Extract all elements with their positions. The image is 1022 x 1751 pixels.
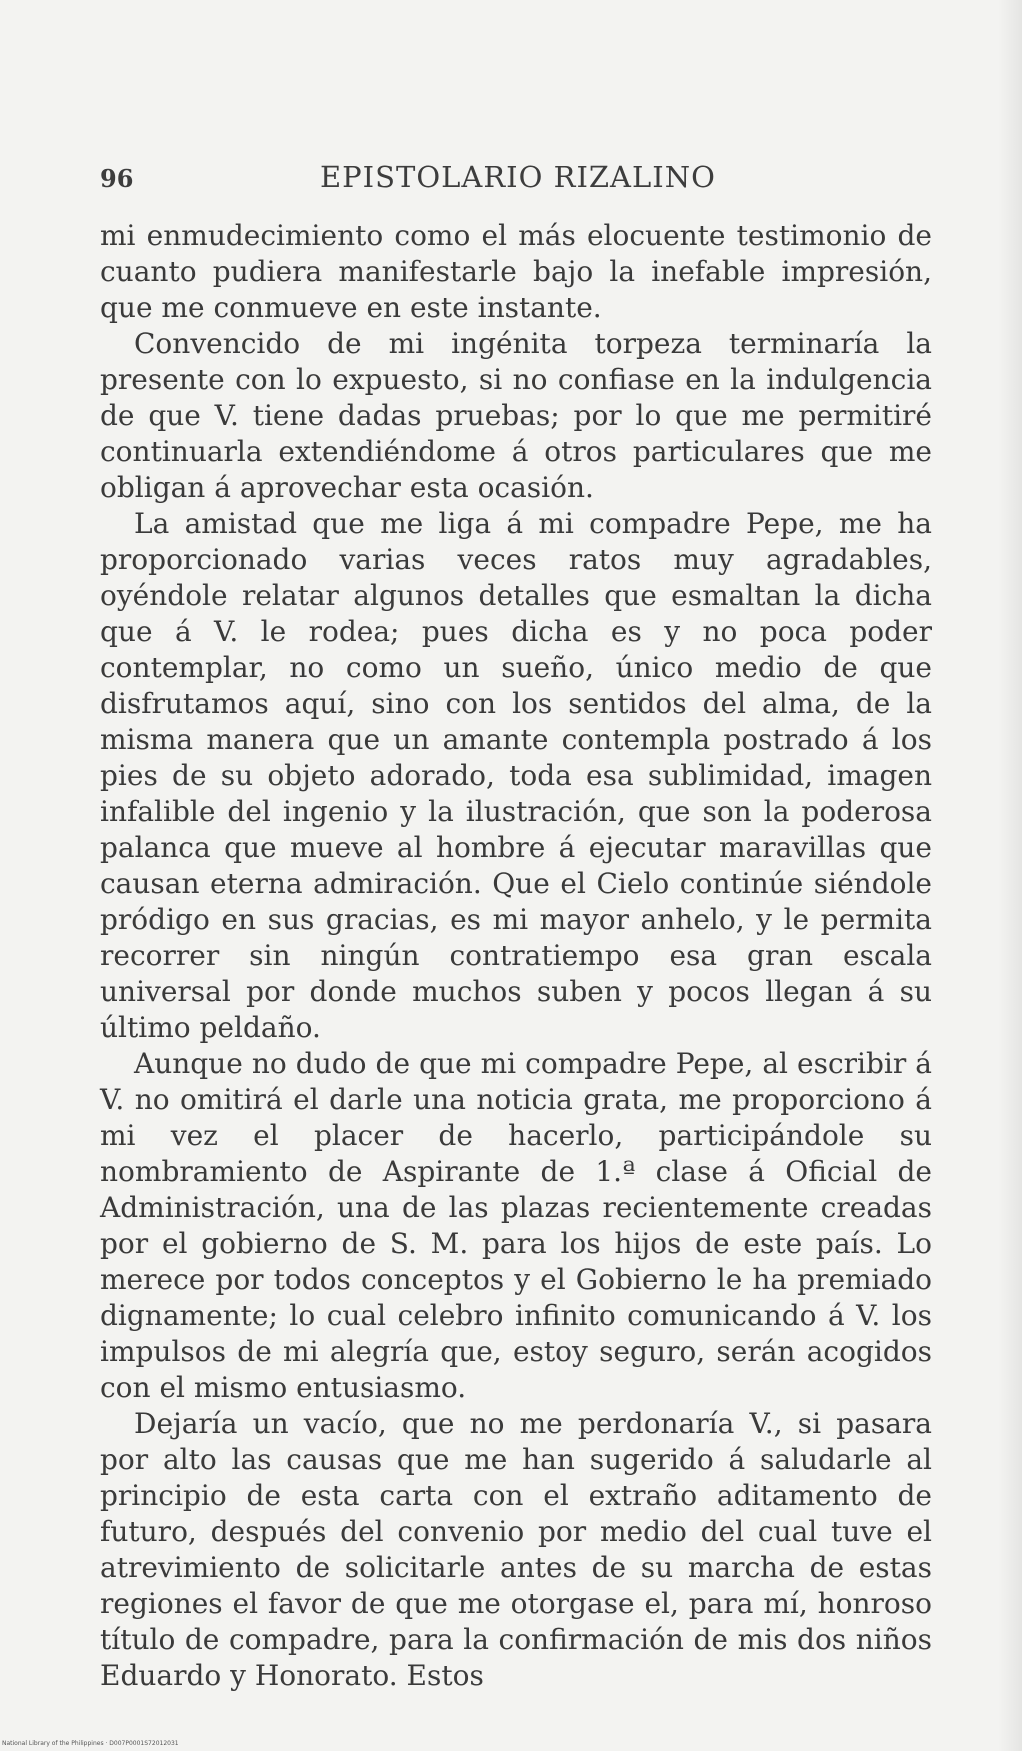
paragraph-4: Aunque no dudo de que mi compadre Pepe, al escribir á V. no omitirá el darle una noticia grata, me proporciono á mi vez el placer de hacerlo, participándole su nombramiento de Aspirante de 1.ª clase á Oficial de Administración, una de las plazas recientemente creadas por el gobierno de S. M. para los hijos de este país. Lo merece por todos conceptos y el Gobierno le ha premiado dignamente; lo cual celebro infinito comunicando á V. los impulsos de mi alegría que, estoy seguro, serán acogidos con el mismo entusiasmo. — [100, 1047, 932, 1404]
letter-body — [100, 218, 932, 1694]
page-edge-shadow — [998, 0, 1022, 1751]
paragraph-1: mi enmudecimiento como el más elocuente testimonio de cuanto pudiera manifestarle bajo la inefable impresión, que me conmueve en este instante. — [100, 219, 932, 324]
paragraph-3: La amistad que me liga á mi compadre Pepe, me ha proporcionado varias veces ratos muy agradables, oyéndole relatar algunos detalles que esmaltan la dicha que á V. le rodea; pues dicha es y no poca poder contemplar, no como un sueño, único medio de que disfrutamos aquí, sino con los sentidos del alma, de la misma manera que un amante contempla postrado á los pies de su objeto adorado, toda esa sublimidad, imagen infalible del ingenio y la ilustración, que son la poderosa palanca que mueve al hombre á ejecutar maravillas que causan eterna admiración. Que el Cielo continúe siéndole pródigo en sus gracias, es mi mayor anhelo, y le permita recorrer sin ningún contratiempo esa gran escala universal por donde muchos suben y pocos llegan á su último peldaño. — [100, 507, 932, 1044]
running-title: EPISTOLARIO RIZALINO — [320, 160, 716, 194]
page-number: 96 — [100, 164, 134, 193]
page-header — [100, 160, 920, 204]
paragraph-2: Convencido de mi ingénita torpeza terminaría la presente con lo expuesto, si no confiase en la indulgencia de que V. tiene dadas pruebas; por lo que me permitiré continuarla extendiéndome á otros particulares que me obligan á aprovechar esta ocasión. — [100, 327, 932, 504]
scan-footer-note: National Library of the Philippines · D007P0001S72012031 — [2, 1740, 179, 1747]
paragraph-5: Dejaría un vacío, que no me perdonaría V., si pasara por alto las causas que me han sugerido á saludarle al principio de esta carta con el extraño aditamento de futuro, después del convenio por medio del cual tuve el atrevimiento de solicitarle antes de su marcha de estas regiones el favor de que me otorgase el, para mí, honroso título de compadre, para la confirmación de mis dos niños Eduardo y Honorato. Estos — [100, 1407, 932, 1692]
